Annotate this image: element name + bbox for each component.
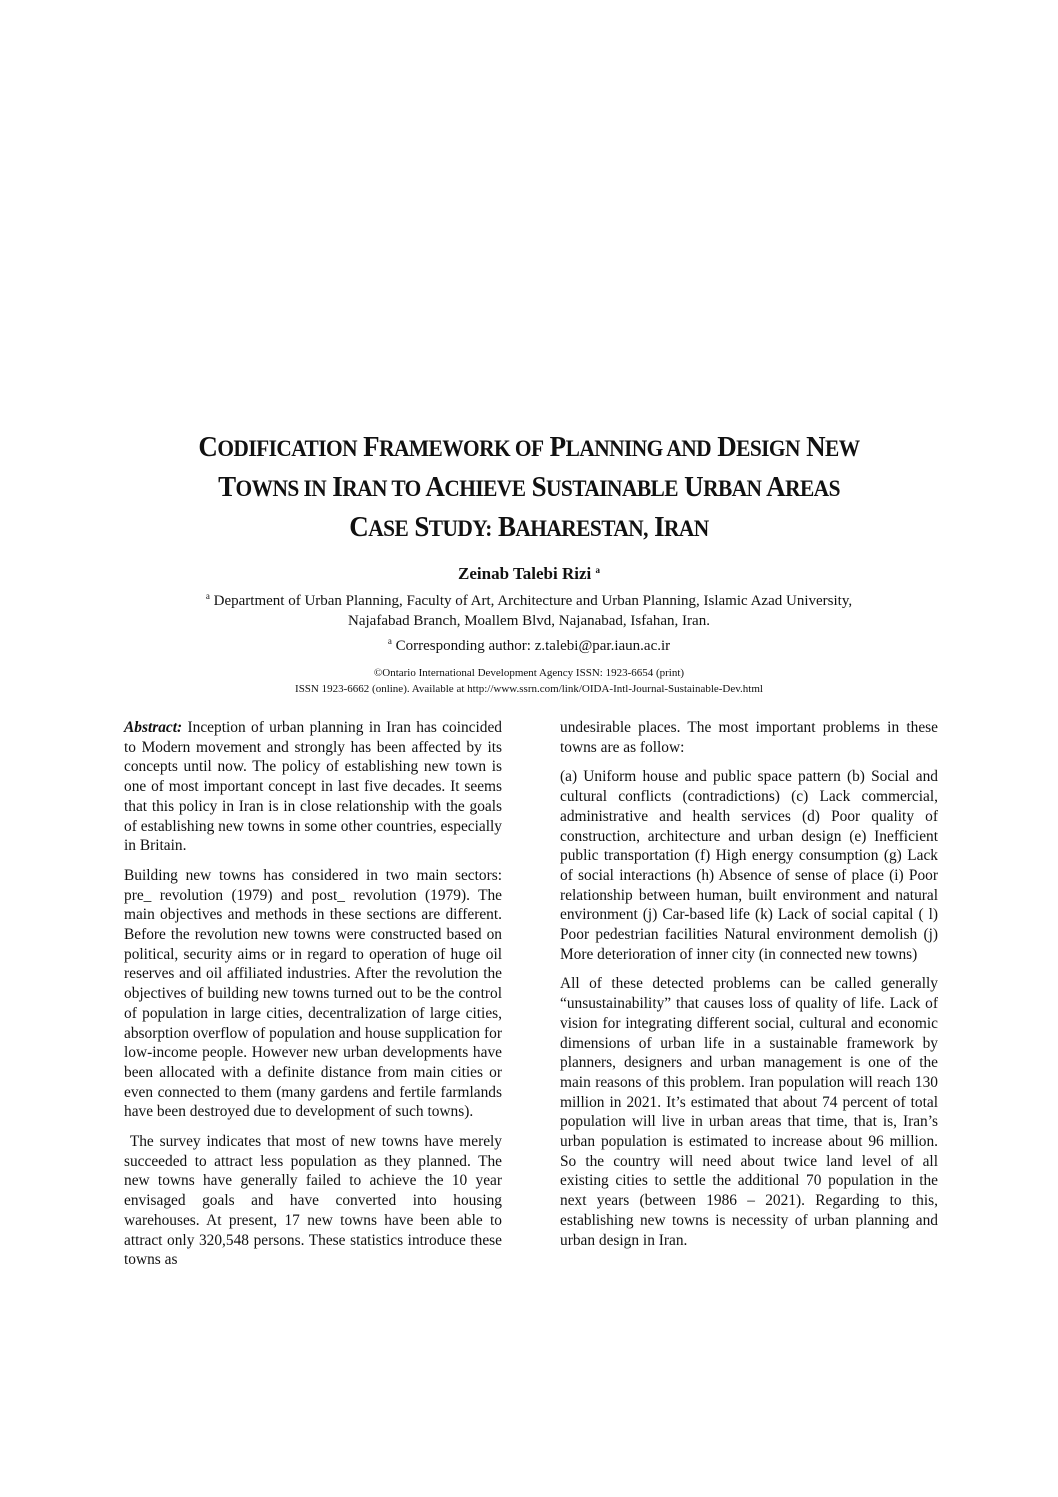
abstract-text: Inception of urban planning in Iran has coincided to Modern movement and strongly has been affected by its concepts until now. The policy of establishing new town is one of most important concept in last five decades. It seems that this policy in Iran is in close relationship with the goals of establishing new towns in some other countries, especially in Britain. xyxy=(124,719,502,855)
title-word: CASE xyxy=(349,511,409,543)
problems-list-paragraph: (a) Uniform house and public space pattern (b) Social and cultural conflicts (contradictions) (c) Lack commercial, administrative and health services (d) Poor quality of construction, architecture and urban design (e) Inefficient public transportation (f) High energy consumption (g) Lack of social interactions (h) Absence of sense of place (i) Poor relationship between human, built environment and natural environment (j) Car-based life (k) Lack of social capital ( l) Poor pedestrian facilities Natural environment demolish (j) More deterioration of inner city (in connected new towns) xyxy=(560,768,938,963)
affiliation-block xyxy=(100,586,958,656)
title-line-1 xyxy=(121,428,938,468)
affiliation-line-2: Najafabad Branch, Moallem Blvd, Najanabad, Isfahan, Iran. xyxy=(348,613,710,629)
affiliation-marker: a xyxy=(205,591,210,601)
title-word: SUSTAINABLE xyxy=(531,471,678,503)
title-word: IRAN TO xyxy=(332,471,421,503)
title-word: TOWNS IN xyxy=(218,471,327,503)
left-column xyxy=(124,718,502,1280)
title-word: PLANNING AND xyxy=(549,431,712,463)
title-word: STUDY: xyxy=(414,511,492,543)
title-word: CODIFICATION xyxy=(198,431,357,463)
body-paragraph: All of these detected problems can be called generally “unsustainability” that causes loss of quality of life. Lack of vision for integrating different social, cultural and economic dimensions of urban life in a sustainable framework by planners, designers and urban management is one of the main reasons of this problem. Iran population will reach 130 million in 2021. It’s estimated that about 74 percent of total population will live in urban areas that time, that is, Iran’s urban population is estimated to increase about 96 million. So the country will need about twice land level of all existing cities to settle the additional 70 population in the next years (between 1986 – 2021). Regarding to this, establishing new towns is necessity of urban planning and urban design in Iran. xyxy=(560,975,938,1249)
title-word: ACHIEVE xyxy=(425,471,526,503)
body-paragraph: The survey indicates that most of new towns have merely succeeded to attract less population as they planned. The new towns have generally failed to achieve the 10 year envisaged goals and have converted into housing warehouses. At present, 17 new towns have been able to attract only 320,548 persons. These statistics introduce these towns as xyxy=(124,1133,502,1269)
corresponding-author xyxy=(100,631,958,656)
title-word: NEW xyxy=(806,431,860,463)
body-paragraph: Building new towns has considered in two main sectors: pre_ revolution (1979) and post_ revolution (1979). The main objectives and methods in these sections are different. Before the revolution new towns were constructed based on political, security aims or in regard to operation of huge oil reserves and oil affiliated industries. After the revolution the objectives of building new towns turned out to be the control of population in large cities, decentralization of large cities, absorption overflow of population and house supplication for low-income people. However new urban developments have been allocated with a definite distance from main cities or even connected to them (many gardens and fertile farmlands have been destroyed due to development of such towns). xyxy=(124,866,502,1121)
abstract-paragraph xyxy=(124,718,502,856)
paper-title xyxy=(121,428,938,548)
body-paragraph: undesirable places. The most important problems in these towns are as follow: xyxy=(560,719,938,756)
right-column xyxy=(560,718,938,1260)
title-word: BAHARESTAN, xyxy=(497,511,648,543)
corresponding-marker: a xyxy=(387,636,392,646)
author-name: Zeinab Talebi Rizi xyxy=(458,564,592,583)
affiliation-line-1 xyxy=(100,586,958,611)
title-word: FRAMEWORK OF xyxy=(363,431,544,463)
title-word: DESIGN xyxy=(717,431,800,463)
abstract-label: Abstract: xyxy=(124,719,183,736)
title-line-3 xyxy=(121,508,938,548)
title-word: IRAN xyxy=(654,511,709,543)
journal-line-1: ©Ontario International Development Agency ISSN: 1923-6654 (print) xyxy=(373,667,685,679)
title-word: URBAN xyxy=(684,471,762,503)
affiliation-text-1: Department of Urban Planning, Faculty of Art, Architecture and Urban Planning, Islamic Azad University, xyxy=(213,593,853,609)
title-word: AREAS xyxy=(766,471,840,503)
journal-line-2: ISSN 1923-6662 (online). Available at http://www.ssrn.com/link/OIDA-Intl-Journal-Sustainable-Dev.html xyxy=(295,683,763,695)
corresponding-text: Corresponding author: z.talebi@par.iaun.ac.ir xyxy=(395,638,671,654)
journal-info xyxy=(100,665,958,697)
author-marker: a xyxy=(595,565,600,575)
title-line-2 xyxy=(121,468,938,508)
author-block xyxy=(90,560,968,584)
